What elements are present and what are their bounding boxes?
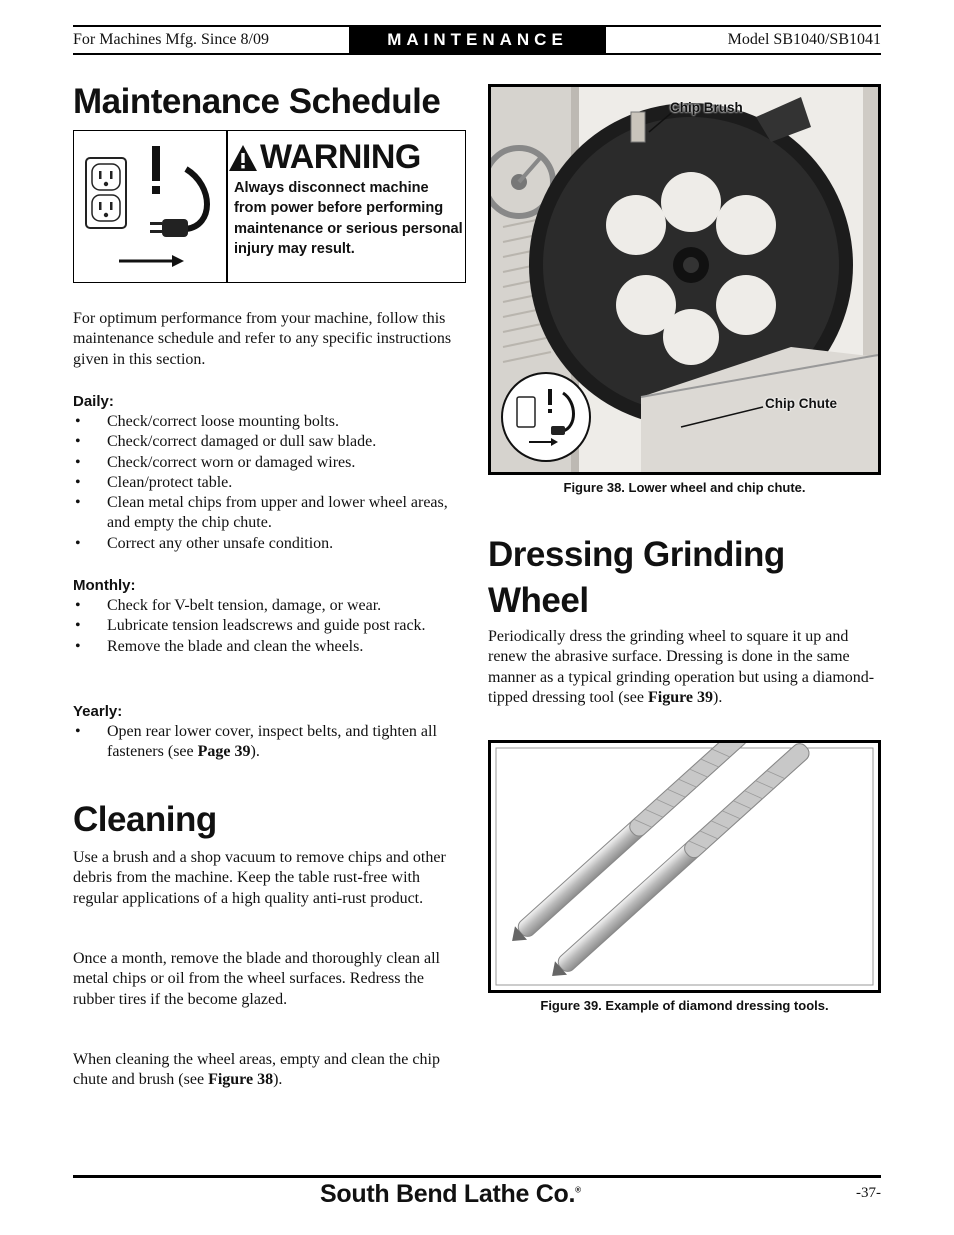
dressing-heading-line-1: Dressing Grinding	[488, 535, 785, 574]
figure-39-reference: Figure 39	[647, 688, 713, 706]
dressing-paragraph	[488, 627, 883, 708]
list-item: • Remove the blade and clean the wheels.	[73, 637, 473, 657]
figure-38-caption: Figure 38. Lower wheel and chip chute.	[563, 480, 806, 495]
dressing-text-end: ).	[713, 688, 723, 706]
daily-list	[73, 412, 453, 554]
warning-text: Always disconnect machine from power before performing maintenance or serious personal injury may result.	[234, 180, 463, 257]
warning-title	[228, 138, 421, 177]
list-item: • Clean metal chips from upper and lower wheel areas, and empty the chip chute.	[73, 493, 453, 534]
brand-text: South Bend Lathe Co.	[320, 1180, 576, 1208]
maintenance-schedule-heading: Maintenance Schedule	[73, 82, 441, 121]
cleaning-p3-text: When cleaning the wheel areas, empty and clean the chip chute and brush (see	[73, 1051, 440, 1089]
list-item: • Clean/protect table.	[73, 473, 453, 493]
header-machines-note: For Machines Mfg. Since 8/09	[73, 31, 269, 48]
footer-rule	[73, 1175, 881, 1178]
dressing-text: Periodically dress the grinding wheel to square it up and renew the abrasive surface. Dressing is done in the same manner as a typical grinding operation but using a diamond-tipped dressing tool (see	[488, 628, 875, 706]
cleaning-paragraph-1: Use a brush and a shop vacuum to remove chips and other debris from the machine. Keep the table rust-free with regular applications of a high quality anti-rust product.	[73, 849, 446, 907]
page-39-reference: Page 39	[197, 743, 251, 761]
header-rule-bottom	[73, 53, 881, 55]
chip-chute-label: Chip Chute	[765, 396, 837, 411]
chip-brush-label: Chip Brush	[670, 100, 743, 115]
yearly-list	[73, 722, 453, 763]
section-banner: MAINTENANCE	[349, 27, 606, 53]
cleaning-heading: Cleaning	[73, 800, 217, 839]
warning-triangle-icon	[228, 144, 258, 172]
figure-39-photo	[488, 740, 881, 993]
list-item: • Check/correct loose mounting bolts.	[73, 412, 453, 432]
maintenance-intro: For optimum performance from your machine, follow this maintenance schedule and refer to any specific instructions given in this section.	[73, 310, 452, 368]
lower-wheel-photo	[491, 87, 878, 472]
yearly-text: Open rear lower cover, inspect belts, and tighten all fasteners (see	[107, 723, 437, 761]
yearly-heading: Yearly:	[73, 703, 123, 720]
monthly-list	[73, 596, 473, 657]
yearly-text-end: ).	[250, 743, 260, 761]
list-item: • Check/correct worn or damaged wires.	[73, 453, 453, 473]
list-item	[73, 722, 453, 763]
page-number: -37-	[856, 1185, 881, 1201]
list-item: • Check/correct damaged or dull saw blade.	[73, 432, 453, 452]
warning-title-text: WARNING	[260, 138, 421, 176]
figure-38-photo	[488, 84, 881, 475]
dressing-heading-line-2: Wheel	[488, 581, 589, 620]
list-item: • Check for V-belt tension, damage, or wear.	[73, 596, 473, 616]
monthly-heading: Monthly:	[73, 577, 136, 594]
list-item: • Lubricate tension leadscrews and guide post rack.	[73, 616, 473, 636]
unplug-warning-icon	[74, 131, 224, 281]
diamond-dressing-tools-photo	[491, 743, 878, 990]
figure-38-reference: Figure 38	[208, 1071, 274, 1089]
cleaning-p3-end: ).	[273, 1071, 283, 1089]
list-item: • Correct any other unsafe condition.	[73, 534, 453, 554]
footer-brand	[320, 1180, 581, 1209]
cleaning-paragraph-3	[73, 1050, 468, 1091]
registered-mark-icon: ®	[575, 1185, 581, 1195]
daily-heading: Daily:	[73, 393, 114, 410]
header-model: Model SB1040/SB1041	[727, 31, 881, 48]
figure-39-caption: Figure 39. Example of diamond dressing tools.	[540, 998, 829, 1013]
cleaning-paragraph-2: Once a month, remove the blade and thoroughly clean all metal chips or oil from the wheel surfaces. Redress the rubber tires if the become glazed.	[73, 950, 440, 1008]
